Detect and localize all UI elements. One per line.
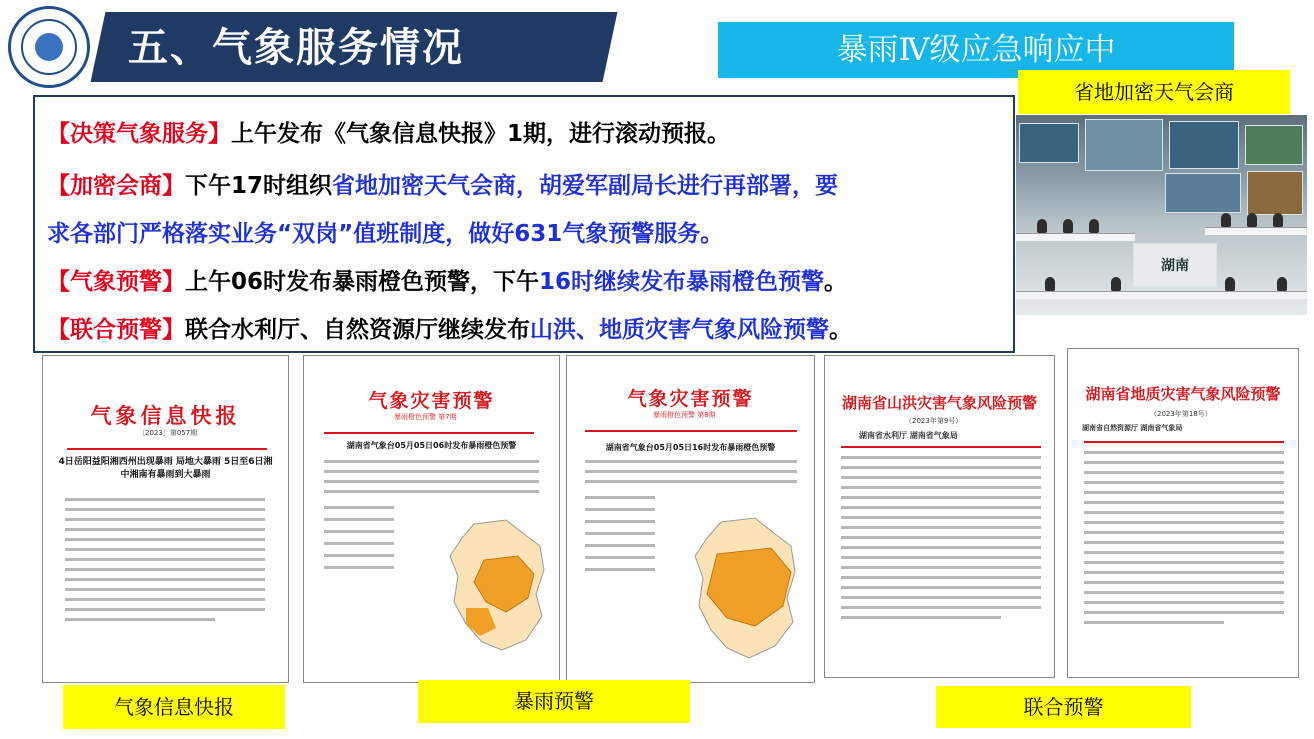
doc-rainstorm-warning-7: 气象灾害预警 暴雨橙色预警 第7期 湖南省气象台05月05日06时发布暴雨橙色预警 [303, 355, 560, 683]
doc-map-icon [687, 514, 807, 664]
screen-text: 湖南 [1133, 243, 1217, 287]
emergency-response-banner: 暴雨Ⅳ级应急响应中 [718, 22, 1234, 78]
section-title: 五、气象服务情况 [128, 25, 464, 71]
doc-weather-bulletin: 气象信息快报 〔2023〕第057期 4日岳阳益阳湘西州出现暴雨 局地大暴雨 5日至6日湘中湘南有暴雨到大暴雨 [42, 355, 289, 683]
logo-globe-icon [35, 33, 63, 61]
item-joint-warning: 【联合预警】联合水利厅、自然资源厅继续发布山洪、地质灾害气象风险预警。 [47, 317, 852, 343]
doc-flash-flood-warning: 湖南省山洪灾害气象风险预警 （2023年第9号） 湖南省水利厅 湖南省气象局 [824, 355, 1055, 678]
service-summary-box [33, 95, 1015, 353]
doc-map-icon [444, 516, 554, 656]
doc-geological-hazard-warning: 湖南省地质灾害气象风险预警 （2023年第18号） 湖南省自然资源厅 湖南省气象局 [1067, 348, 1299, 678]
doc-rainstorm-warning-8: 气象灾害预警 暴雨橙色预警 第8期 湖南省气象台05月05日16时发布暴雨橙色预警 [566, 355, 815, 683]
item-decision-service: 【决策气象服务】上午发布《气象信息快报》1期，进行滚动预报。 [47, 121, 731, 147]
item-encrypted-consultation: 【加密会商】下午17时组织省地加密天气会商，胡爱军副局长进行再部署，要 [47, 173, 839, 199]
photo-caption: 省地加密天气会商 [1018, 70, 1290, 114]
caption-weather-bulletin: 气象信息快报 [63, 685, 285, 729]
consultation-room-photo [1015, 115, 1307, 315]
item-encrypted-consultation-cont: 求各部门严格落实业务“双岗”值班制度，做好631气象预警服务。 [47, 221, 724, 247]
caption-rainstorm-warning: 暴雨预警 [418, 680, 690, 723]
item-weather-warning: 【气象预警】上午06时发布暴雨橙色预警，下午16时继续发布暴雨橙色预警。 [47, 269, 848, 295]
meteorological-logo [8, 6, 90, 88]
caption-joint-warning: 联合预警 [936, 686, 1191, 728]
